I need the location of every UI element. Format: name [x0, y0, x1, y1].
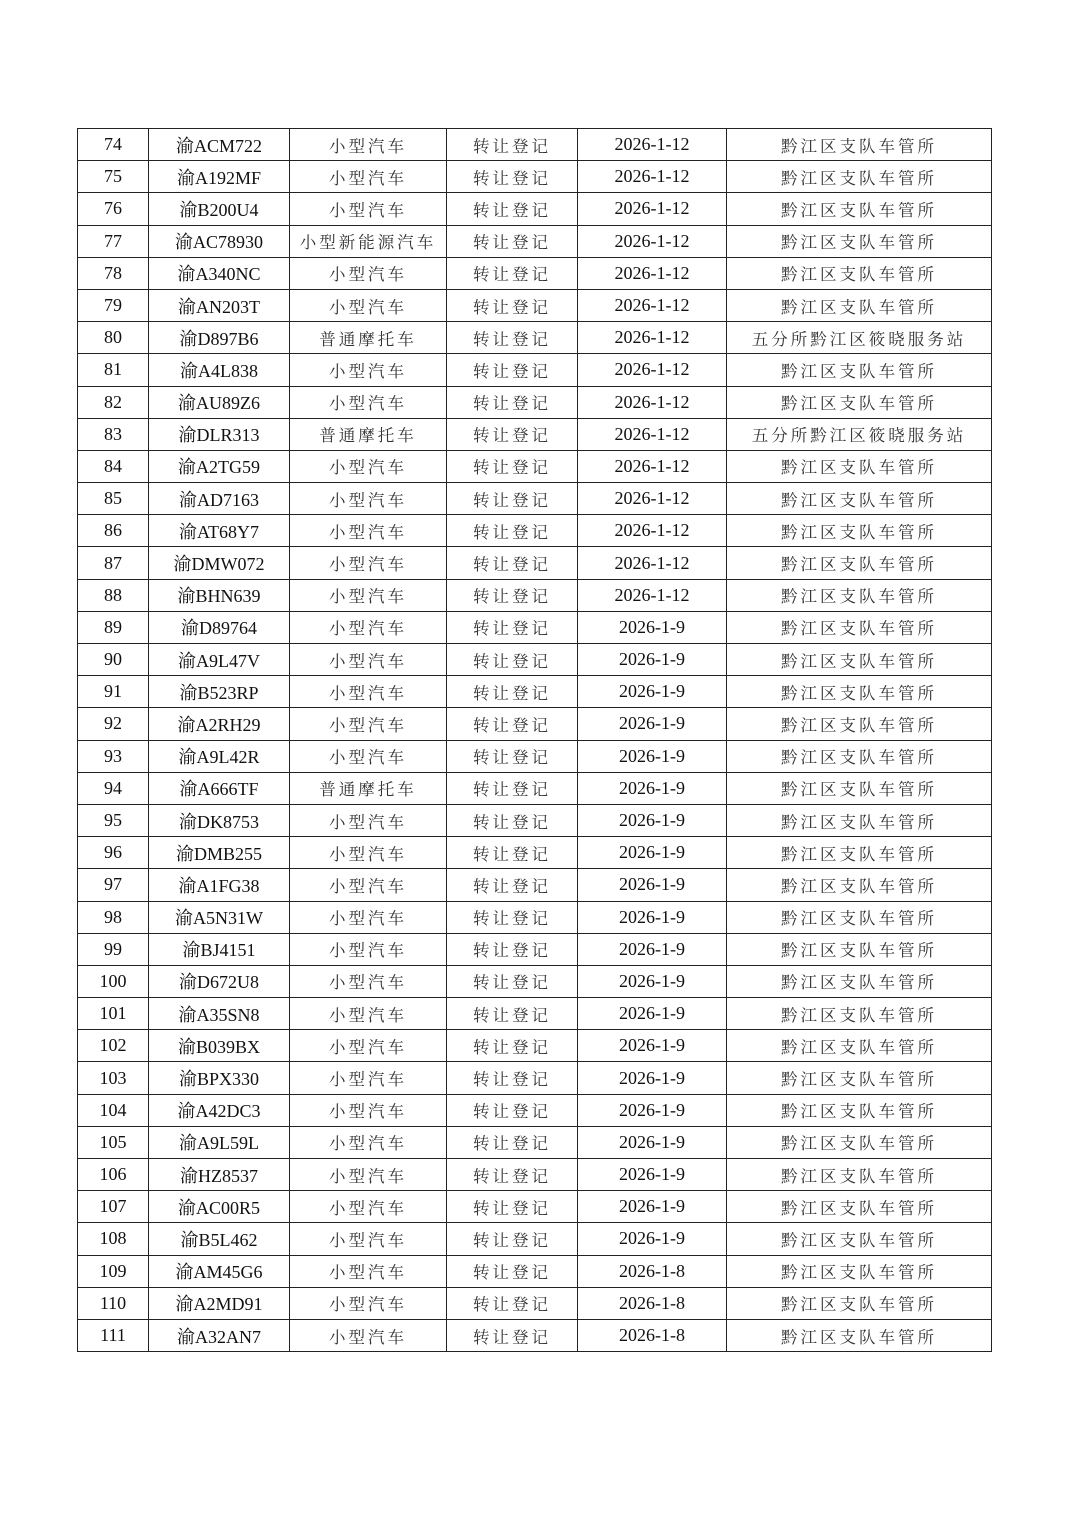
office-cell: 黔江区支队车管所: [727, 1030, 992, 1062]
office-cell: 黔江区支队车管所: [727, 965, 992, 997]
row-number-cell: 101: [78, 998, 149, 1030]
plate-number-cell: 渝D897B6: [149, 322, 290, 354]
row-number-cell: 98: [78, 901, 149, 933]
date-cell: 2026-1-12: [578, 547, 727, 579]
office-cell: 黔江区支队车管所: [727, 1191, 992, 1223]
table-row: [78, 644, 992, 676]
office-cell: 黔江区支队车管所: [727, 676, 992, 708]
date-cell: 2026-1-12: [578, 483, 727, 515]
row-number-cell: 109: [78, 1255, 149, 1287]
table-row: [78, 676, 992, 708]
plate-number-cell: 渝AD7163: [149, 483, 290, 515]
vehicle-type-cell: 普通摩托车: [290, 322, 447, 354]
date-cell: 2026-1-9: [578, 933, 727, 965]
plate-number-cell: 渝BPX330: [149, 1062, 290, 1094]
table-row: [78, 483, 992, 515]
row-number-cell: 82: [78, 386, 149, 418]
table-row: [78, 1094, 992, 1126]
business-type-cell: 转让登记: [447, 257, 578, 289]
business-type-cell: 转让登记: [447, 225, 578, 257]
vehicle-type-cell: 小型汽车: [290, 998, 447, 1030]
table-row: [78, 322, 992, 354]
table-row: [78, 1319, 992, 1351]
plate-number-cell: 渝A42DC3: [149, 1094, 290, 1126]
row-number-cell: 79: [78, 289, 149, 321]
plate-number-cell: 渝AN203T: [149, 289, 290, 321]
vehicle-type-cell: 小型汽车: [290, 1094, 447, 1126]
plate-number-cell: 渝A9L47V: [149, 644, 290, 676]
row-number-cell: 95: [78, 804, 149, 836]
table-row: [78, 289, 992, 321]
table-row: [78, 611, 992, 643]
plate-number-cell: 渝DLR313: [149, 418, 290, 450]
office-cell: 黔江区支队车管所: [727, 740, 992, 772]
date-cell: 2026-1-9: [578, 676, 727, 708]
plate-number-cell: 渝A666TF: [149, 772, 290, 804]
business-type-cell: 转让登记: [447, 129, 578, 161]
date-cell: 2026-1-9: [578, 1030, 727, 1062]
office-cell: 黔江区支队车管所: [727, 161, 992, 193]
plate-number-cell: 渝A4L838: [149, 354, 290, 386]
plate-number-cell: 渝A2RH29: [149, 708, 290, 740]
row-number-cell: 80: [78, 322, 149, 354]
table-row: [78, 998, 992, 1030]
vehicle-type-cell: 小型汽车: [290, 1030, 447, 1062]
date-cell: 2026-1-12: [578, 515, 727, 547]
office-cell: 黔江区支队车管所: [727, 1319, 992, 1351]
office-cell: 黔江区支队车管所: [727, 289, 992, 321]
business-type-cell: 转让登记: [447, 965, 578, 997]
vehicle-type-cell: 小型汽车: [290, 644, 447, 676]
row-number-cell: 87: [78, 547, 149, 579]
date-cell: 2026-1-12: [578, 579, 727, 611]
date-cell: 2026-1-8: [578, 1319, 727, 1351]
office-cell: 黔江区支队车管所: [727, 708, 992, 740]
business-type-cell: 转让登记: [447, 869, 578, 901]
date-cell: 2026-1-12: [578, 386, 727, 418]
office-cell: 黔江区支队车管所: [727, 772, 992, 804]
business-type-cell: 转让登记: [447, 1062, 578, 1094]
date-cell: 2026-1-9: [578, 1062, 727, 1094]
office-cell: 黔江区支队车管所: [727, 1255, 992, 1287]
office-cell: 黔江区支队车管所: [727, 547, 992, 579]
vehicle-type-cell: 小型汽车: [290, 1255, 447, 1287]
row-number-cell: 107: [78, 1191, 149, 1223]
row-number-cell: 94: [78, 772, 149, 804]
vehicle-type-cell: 小型汽车: [290, 901, 447, 933]
office-cell: 黔江区支队车管所: [727, 257, 992, 289]
table-row: [78, 1159, 992, 1191]
plate-number-cell: 渝AM45G6: [149, 1255, 290, 1287]
row-number-cell: 74: [78, 129, 149, 161]
business-type-cell: 转让登记: [447, 354, 578, 386]
table-row: [78, 1030, 992, 1062]
vehicle-type-cell: 小型汽车: [290, 1062, 447, 1094]
business-type-cell: 转让登记: [447, 1030, 578, 1062]
date-cell: 2026-1-12: [578, 129, 727, 161]
table-row: [78, 515, 992, 547]
vehicle-type-cell: 小型汽车: [290, 515, 447, 547]
plate-number-cell: 渝HZ8537: [149, 1159, 290, 1191]
office-cell: 黔江区支队车管所: [727, 804, 992, 836]
business-type-cell: 转让登记: [447, 740, 578, 772]
vehicle-type-cell: 小型汽车: [290, 933, 447, 965]
business-type-cell: 转让登记: [447, 998, 578, 1030]
table-row: [78, 901, 992, 933]
business-type-cell: 转让登记: [447, 708, 578, 740]
date-cell: 2026-1-9: [578, 998, 727, 1030]
date-cell: 2026-1-9: [578, 611, 727, 643]
vehicle-type-cell: 小型汽车: [290, 289, 447, 321]
vehicle-type-cell: 小型汽车: [290, 611, 447, 643]
business-type-cell: 转让登记: [447, 676, 578, 708]
business-type-cell: 转让登记: [447, 933, 578, 965]
row-number-cell: 100: [78, 965, 149, 997]
business-type-cell: 转让登记: [447, 483, 578, 515]
row-number-cell: 99: [78, 933, 149, 965]
business-type-cell: 转让登记: [447, 515, 578, 547]
business-type-cell: 转让登记: [447, 579, 578, 611]
vehicle-type-cell: 小型汽车: [290, 1287, 447, 1319]
row-number-cell: 77: [78, 225, 149, 257]
date-cell: 2026-1-9: [578, 740, 727, 772]
vehicle-type-cell: 小型汽车: [290, 193, 447, 225]
business-type-cell: 转让登记: [447, 193, 578, 225]
business-type-cell: 转让登记: [447, 1191, 578, 1223]
business-type-cell: 转让登记: [447, 450, 578, 482]
date-cell: 2026-1-9: [578, 708, 727, 740]
vehicle-type-cell: 小型新能源汽车: [290, 225, 447, 257]
table-row: [78, 804, 992, 836]
table-row: [78, 547, 992, 579]
row-number-cell: 89: [78, 611, 149, 643]
vehicle-type-cell: 小型汽车: [290, 129, 447, 161]
row-number-cell: 92: [78, 708, 149, 740]
vehicle-type-cell: 小型汽车: [290, 740, 447, 772]
vehicle-type-cell: 小型汽车: [290, 837, 447, 869]
plate-number-cell: 渝A32AN7: [149, 1319, 290, 1351]
row-number-cell: 102: [78, 1030, 149, 1062]
office-cell: 黔江区支队车管所: [727, 611, 992, 643]
vehicle-type-cell: 小型汽车: [290, 676, 447, 708]
vehicle-type-cell: 小型汽车: [290, 1159, 447, 1191]
vehicle-transfer-registration-table: [77, 128, 992, 1352]
vehicle-type-cell: 小型汽车: [290, 869, 447, 901]
business-type-cell: 转让登记: [447, 1126, 578, 1158]
row-number-cell: 111: [78, 1319, 149, 1351]
vehicle-type-cell: 小型汽车: [290, 708, 447, 740]
vehicle-type-cell: 小型汽车: [290, 257, 447, 289]
business-type-cell: 转让登记: [447, 772, 578, 804]
row-number-cell: 108: [78, 1223, 149, 1255]
table-body: [78, 129, 992, 1352]
row-number-cell: 88: [78, 579, 149, 611]
plate-number-cell: 渝A2MD91: [149, 1287, 290, 1319]
office-cell: 黔江区支队车管所: [727, 450, 992, 482]
office-cell: 黔江区支队车管所: [727, 998, 992, 1030]
vehicle-type-cell: 普通摩托车: [290, 418, 447, 450]
table-row: [78, 1287, 992, 1319]
row-number-cell: 85: [78, 483, 149, 515]
business-type-cell: 转让登记: [447, 837, 578, 869]
business-type-cell: 转让登记: [447, 1159, 578, 1191]
business-type-cell: 转让登记: [447, 418, 578, 450]
business-type-cell: 转让登记: [447, 1287, 578, 1319]
plate-number-cell: 渝AC00R5: [149, 1191, 290, 1223]
vehicle-type-cell: 小型汽车: [290, 1223, 447, 1255]
office-cell: 黔江区支队车管所: [727, 1223, 992, 1255]
table-row: [78, 386, 992, 418]
vehicle-type-cell: 小型汽车: [290, 354, 447, 386]
vehicle-type-cell: 小型汽车: [290, 965, 447, 997]
table-row: [78, 418, 992, 450]
office-cell: 黔江区支队车管所: [727, 933, 992, 965]
plate-number-cell: 渝B200U4: [149, 193, 290, 225]
vehicle-type-cell: 小型汽车: [290, 161, 447, 193]
office-cell: 黔江区支队车管所: [727, 193, 992, 225]
office-cell: 黔江区支队车管所: [727, 386, 992, 418]
plate-number-cell: 渝B039BX: [149, 1030, 290, 1062]
row-number-cell: 90: [78, 644, 149, 676]
table-row: [78, 708, 992, 740]
date-cell: 2026-1-12: [578, 161, 727, 193]
office-cell: 黔江区支队车管所: [727, 1094, 992, 1126]
business-type-cell: 转让登记: [447, 1255, 578, 1287]
row-number-cell: 84: [78, 450, 149, 482]
date-cell: 2026-1-12: [578, 322, 727, 354]
office-cell: 黔江区支队车管所: [727, 354, 992, 386]
row-number-cell: 86: [78, 515, 149, 547]
plate-number-cell: 渝AC78930: [149, 225, 290, 257]
vehicle-type-cell: 小型汽车: [290, 1126, 447, 1158]
business-type-cell: 转让登记: [447, 547, 578, 579]
date-cell: 2026-1-9: [578, 772, 727, 804]
date-cell: 2026-1-12: [578, 257, 727, 289]
office-cell: 黔江区支队车管所: [727, 579, 992, 611]
row-number-cell: 96: [78, 837, 149, 869]
row-number-cell: 97: [78, 869, 149, 901]
plate-number-cell: 渝B5L462: [149, 1223, 290, 1255]
vehicle-type-cell: 小型汽车: [290, 1191, 447, 1223]
plate-number-cell: 渝A35SN8: [149, 998, 290, 1030]
business-type-cell: 转让登记: [447, 161, 578, 193]
office-cell: 五分所黔江区筱晓服务站: [727, 418, 992, 450]
plate-number-cell: 渝D89764: [149, 611, 290, 643]
date-cell: 2026-1-9: [578, 1126, 727, 1158]
business-type-cell: 转让登记: [447, 1223, 578, 1255]
date-cell: 2026-1-12: [578, 450, 727, 482]
date-cell: 2026-1-9: [578, 901, 727, 933]
date-cell: 2026-1-9: [578, 1191, 727, 1223]
table-row: [78, 129, 992, 161]
row-number-cell: 103: [78, 1062, 149, 1094]
office-cell: 黔江区支队车管所: [727, 1287, 992, 1319]
business-type-cell: 转让登记: [447, 644, 578, 676]
row-number-cell: 105: [78, 1126, 149, 1158]
business-type-cell: 转让登记: [447, 804, 578, 836]
date-cell: 2026-1-12: [578, 418, 727, 450]
row-number-cell: 83: [78, 418, 149, 450]
vehicle-type-cell: 小型汽车: [290, 450, 447, 482]
plate-number-cell: 渝A192MF: [149, 161, 290, 193]
date-cell: 2026-1-9: [578, 965, 727, 997]
row-number-cell: 78: [78, 257, 149, 289]
office-cell: 黔江区支队车管所: [727, 515, 992, 547]
office-cell: 黔江区支队车管所: [727, 869, 992, 901]
office-cell: 五分所黔江区筱晓服务站: [727, 322, 992, 354]
table-row: [78, 965, 992, 997]
plate-number-cell: 渝DMW072: [149, 547, 290, 579]
office-cell: 黔江区支队车管所: [727, 129, 992, 161]
plate-number-cell: 渝B523RP: [149, 676, 290, 708]
plate-number-cell: 渝AU89Z6: [149, 386, 290, 418]
plate-number-cell: 渝BHN639: [149, 579, 290, 611]
office-cell: 黔江区支队车管所: [727, 1062, 992, 1094]
plate-number-cell: 渝A1FG38: [149, 869, 290, 901]
plate-number-cell: 渝DK8753: [149, 804, 290, 836]
plate-number-cell: 渝BJ4151: [149, 933, 290, 965]
row-number-cell: 81: [78, 354, 149, 386]
business-type-cell: 转让登记: [447, 289, 578, 321]
plate-number-cell: 渝A5N31W: [149, 901, 290, 933]
date-cell: 2026-1-8: [578, 1255, 727, 1287]
row-number-cell: 106: [78, 1159, 149, 1191]
table-row: [78, 193, 992, 225]
table-row: [78, 579, 992, 611]
table-row: [78, 257, 992, 289]
table-row: [78, 1126, 992, 1158]
row-number-cell: 75: [78, 161, 149, 193]
vehicle-type-cell: 小型汽车: [290, 483, 447, 515]
table-row: [78, 225, 992, 257]
date-cell: 2026-1-9: [578, 1094, 727, 1126]
row-number-cell: 76: [78, 193, 149, 225]
date-cell: 2026-1-12: [578, 193, 727, 225]
table-row: [78, 450, 992, 482]
table-row: [78, 933, 992, 965]
business-type-cell: 转让登记: [447, 386, 578, 418]
date-cell: 2026-1-12: [578, 289, 727, 321]
row-number-cell: 110: [78, 1287, 149, 1319]
table-row: [78, 161, 992, 193]
table-row: [78, 1223, 992, 1255]
business-type-cell: 转让登记: [447, 901, 578, 933]
table-row: [78, 772, 992, 804]
table-row: [78, 1062, 992, 1094]
date-cell: 2026-1-9: [578, 837, 727, 869]
row-number-cell: 91: [78, 676, 149, 708]
date-cell: 2026-1-8: [578, 1287, 727, 1319]
vehicle-type-cell: 小型汽车: [290, 547, 447, 579]
plate-number-cell: 渝ACM722: [149, 129, 290, 161]
office-cell: 黔江区支队车管所: [727, 1126, 992, 1158]
business-type-cell: 转让登记: [447, 1094, 578, 1126]
plate-number-cell: 渝A9L59L: [149, 1126, 290, 1158]
table-row: [78, 354, 992, 386]
office-cell: 黔江区支队车管所: [727, 1159, 992, 1191]
office-cell: 黔江区支队车管所: [727, 644, 992, 676]
date-cell: 2026-1-9: [578, 804, 727, 836]
plate-number-cell: 渝A2TG59: [149, 450, 290, 482]
date-cell: 2026-1-9: [578, 1223, 727, 1255]
vehicle-type-cell: 小型汽车: [290, 386, 447, 418]
plate-number-cell: 渝A9L42R: [149, 740, 290, 772]
office-cell: 黔江区支队车管所: [727, 225, 992, 257]
row-number-cell: 104: [78, 1094, 149, 1126]
office-cell: 黔江区支队车管所: [727, 837, 992, 869]
business-type-cell: 转让登记: [447, 322, 578, 354]
table-row: [78, 837, 992, 869]
business-type-cell: 转让登记: [447, 1319, 578, 1351]
table-row: [78, 740, 992, 772]
business-type-cell: 转让登记: [447, 611, 578, 643]
plate-number-cell: 渝D672U8: [149, 965, 290, 997]
plate-number-cell: 渝AT68Y7: [149, 515, 290, 547]
date-cell: 2026-1-9: [578, 644, 727, 676]
date-cell: 2026-1-12: [578, 354, 727, 386]
office-cell: 黔江区支队车管所: [727, 483, 992, 515]
vehicle-type-cell: 小型汽车: [290, 579, 447, 611]
vehicle-type-cell: 小型汽车: [290, 804, 447, 836]
vehicle-type-cell: 小型汽车: [290, 1319, 447, 1351]
date-cell: 2026-1-9: [578, 869, 727, 901]
date-cell: 2026-1-12: [578, 225, 727, 257]
date-cell: 2026-1-9: [578, 1159, 727, 1191]
plate-number-cell: 渝A340NC: [149, 257, 290, 289]
row-number-cell: 93: [78, 740, 149, 772]
office-cell: 黔江区支队车管所: [727, 901, 992, 933]
table-row: [78, 1191, 992, 1223]
table-row: [78, 869, 992, 901]
vehicle-type-cell: 普通摩托车: [290, 772, 447, 804]
plate-number-cell: 渝DMB255: [149, 837, 290, 869]
table-row: [78, 1255, 992, 1287]
